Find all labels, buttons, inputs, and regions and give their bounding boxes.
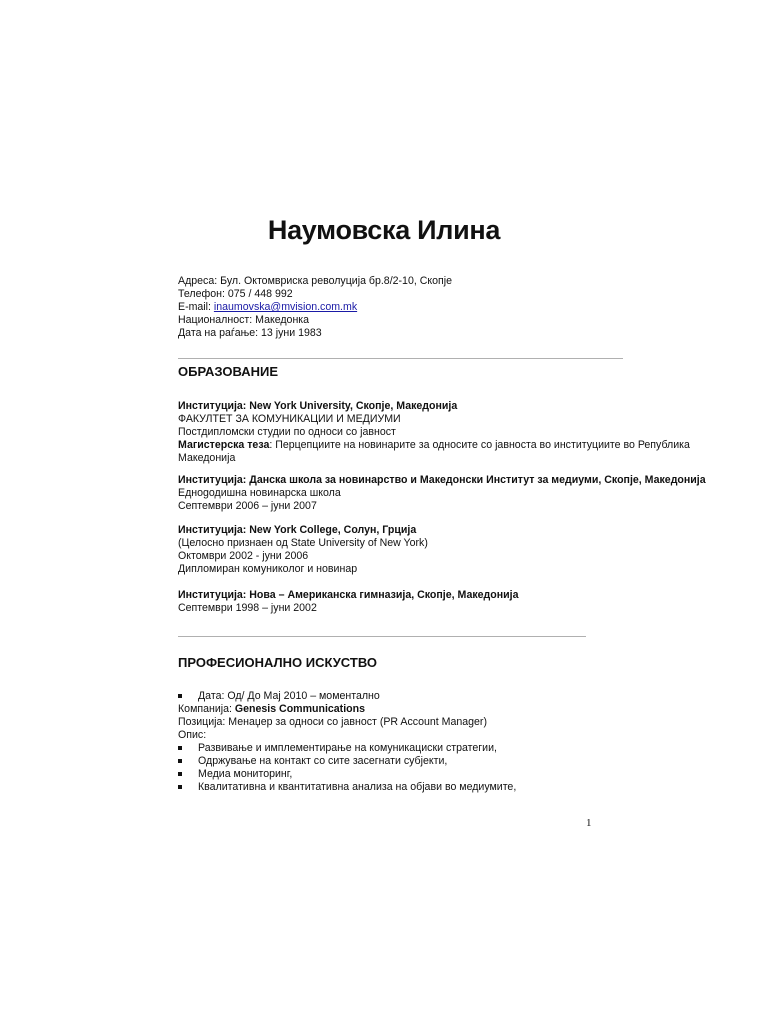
page-number: 1: [586, 817, 592, 829]
contact-block: [178, 275, 658, 340]
experience-block: [178, 690, 658, 794]
thesis-continuation: Македонија: [178, 452, 236, 464]
company-line: [178, 703, 658, 716]
duty-item: [178, 755, 658, 768]
section-divider-top: [178, 358, 623, 359]
thesis-line: [178, 439, 690, 452]
description-label: Опис:: [178, 729, 207, 741]
education-entry-3: [178, 524, 658, 576]
duty-item: [178, 781, 658, 794]
education-entry-2: [178, 474, 706, 513]
accreditation-line: (Целосно признаен од State University of New York): [178, 537, 428, 549]
education-entry-1: [178, 400, 690, 465]
nationality-line: Националност: Македонка: [178, 314, 310, 326]
bullet-square-icon: [178, 694, 182, 698]
position-line: Позиција: Менаџер за односи со јавност (PR Account Manager): [178, 716, 487, 728]
program-line: Еднogодишна новинарска школа: [178, 487, 341, 499]
institution-line: Институција: Данска школа за новинарство и Македонски Институт за медиуми, Скопје, Македонија: [178, 474, 706, 486]
education-entry-4: [178, 589, 658, 615]
duty-text: Квалитативна и квантитативна анализа на објави во медиумите,: [198, 781, 517, 793]
institution-line: Институција: New York University, Скопје, Македонија: [178, 400, 458, 412]
company-label: Компанија:: [178, 703, 235, 715]
email-link[interactable]: inaumovska@mvision.com.mk: [213, 301, 358, 313]
section-divider-middle: [178, 636, 586, 637]
period-line: Септември 2006 – јуни 2007: [178, 500, 317, 512]
address-line: Адреса: Бул. Октомвриска револуција бр.8/2-10, Скопје: [178, 275, 453, 287]
period-line: Септември 1998 – јуни 2002: [178, 602, 317, 614]
institution-line: Институција: Нова – Американска гимназија, Скопје, Македонија: [178, 589, 519, 601]
resume-name-title: Наумовска Илина: [267, 215, 501, 245]
bullet-square-icon: [178, 759, 182, 763]
email-label: E-mail:: [178, 301, 214, 313]
company-name: Genesis Communications: [234, 703, 365, 715]
education-heading: ОБРАЗОВАНИЕ: [178, 364, 278, 379]
duty-text: Одржување на контакт со сите засегнати субјекти,: [198, 755, 448, 767]
phone-line: Телефон: 075 / 448 992: [178, 288, 293, 300]
study-line: Постдипломски студии по односи со јавност: [178, 426, 396, 438]
bullet-square-icon: [178, 772, 182, 776]
experience-date-item: [178, 690, 658, 703]
bullet-square-icon: [178, 746, 182, 750]
email-line: [178, 301, 658, 314]
experience-date: Дата: Од/ До Мај 2010 – моментално: [198, 690, 380, 702]
thesis-text: : Перцепциите на новинарите за односите со јавноста во институциите во Република: [269, 439, 690, 451]
period-line: Октомври 2002 - јуни 2006: [178, 550, 309, 562]
thesis-label: Магистерска теза: [178, 439, 270, 451]
duty-item: [178, 742, 658, 755]
experience-heading: ПРОФЕСИОНАЛНО ИСКУСТВО: [178, 655, 377, 670]
institution-line: Институција: New York College, Солун, Грција: [178, 524, 417, 536]
bullet-square-icon: [178, 785, 182, 789]
duty-text: Развивање и имплементирање на комуникациски стратегии,: [198, 742, 497, 754]
duty-text: Медиа мониторинг,: [198, 768, 293, 780]
faculty-line: ФАКУЛТЕТ ЗА КОМУНИКАЦИИ И МЕДИУМИ: [178, 413, 401, 425]
degree-line: Дипломиран комуниколог и новинар: [178, 563, 358, 575]
birthdate-line: Дата на раѓање: 13 јуни 1983: [178, 327, 322, 339]
duty-item: [178, 768, 658, 781]
